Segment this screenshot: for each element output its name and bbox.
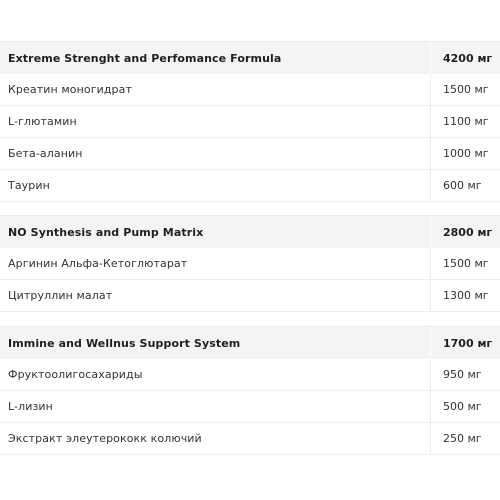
section-title: NO Synthesis and Pump Matrix [0,216,431,248]
ingredient-name: L-лизин [0,391,431,422]
table-row [0,423,500,455]
ingredient-amount: 1300 мг [443,289,489,302]
ingredient-amount: 1500 мг [443,257,489,270]
section-no-synthesis [0,215,500,312]
table-row [0,248,500,280]
section-total: 4200 мг [443,51,493,65]
table-row [0,138,500,170]
section-immune-support [0,326,500,455]
ingredient-amount: 950 мг [443,368,482,381]
table-row [0,170,500,202]
ingredient-name: Фруктоолигосахариды [0,359,431,390]
ingredient-amount: 600 мг [443,179,482,192]
ingredient-amount: 1500 мг [443,83,489,96]
table-row [0,280,500,312]
section-extreme-strength [0,41,500,202]
ingredient-name: Бета-аланин [0,138,431,169]
section-title: Extreme Strenght and Perfomance Formula [0,42,431,74]
section-title: Immine and Wellnus Support System [0,327,431,359]
section-total: 2800 мг [443,225,493,239]
table-row [0,359,500,391]
table-row [0,391,500,423]
table-row [0,106,500,138]
section-header [0,326,500,359]
ingredient-amount: 1000 мг [443,147,489,160]
section-total: 1700 мг [443,336,493,350]
ingredient-amount: 250 мг [443,432,482,445]
table-row [0,74,500,106]
ingredient-name: Креатин моногидрат [0,74,431,105]
ingredient-name: Экстракт элеутерококк колючий [0,423,431,454]
ingredient-amount: 1100 мг [443,115,489,128]
section-header [0,41,500,74]
section-header [0,215,500,248]
ingredient-name: L-глютамин [0,106,431,137]
ingredient-name: Цитруллин малат [0,280,431,311]
ingredient-amount: 500 мг [443,400,482,413]
ingredient-name: Аргинин Альфа-Кетоглютарат [0,248,431,279]
ingredient-name: Таурин [0,170,431,201]
